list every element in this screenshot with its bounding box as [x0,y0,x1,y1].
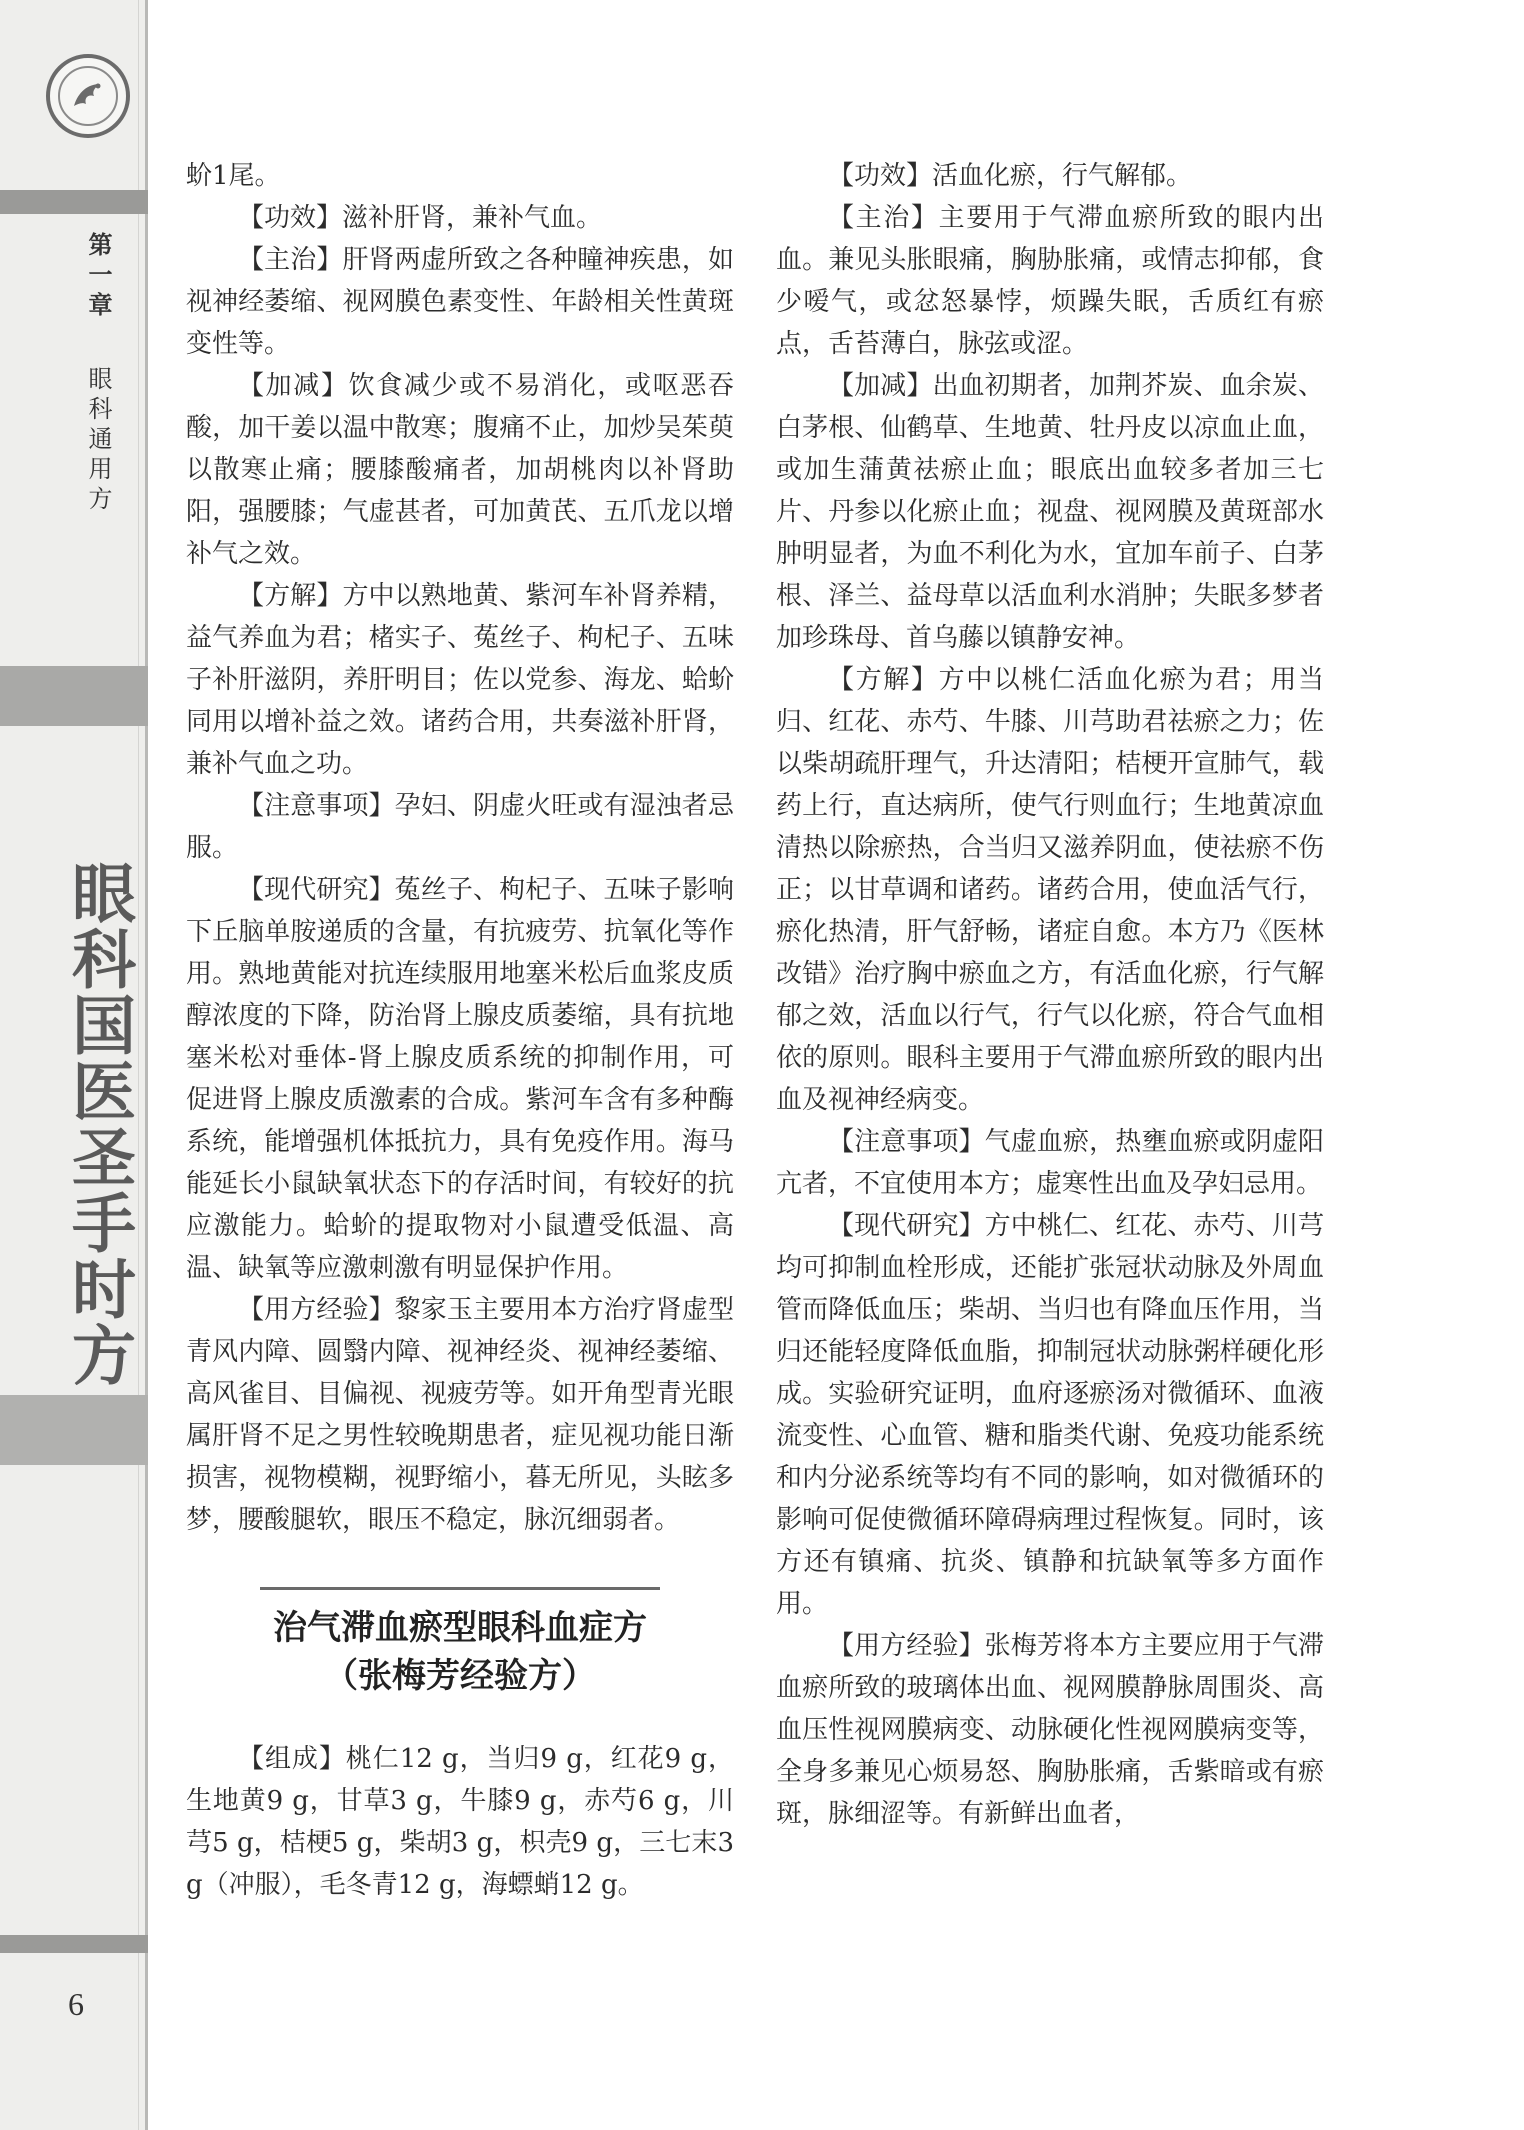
body-paragraph: 【现代研究】菟丝子、枸杞子、五味子影响下丘脑单胺递质的含量，有抗疲劳、抗氧化等作用。熟地黄能对抗连续服用地塞米松后血浆皮质醇浓度的下降，防治肾上腺皮质萎缩，具有抗地塞米松对垂体-肾上腺皮质系统的抑制作用，可促进肾上腺皮质激素的合成。紫河车含有多种酶系统，能增强机体抵抗力，具有免疫作用。海马能延长小鼠缺氧状态下的存活时间，有较好的抗应激能力。蛤蚧的提取物对小鼠遭受低温、高温、缺氧等应激刺激有明显保护作用。 [186,875,734,1283]
sidebar-rule [138,0,139,2130]
sidebar-band-bottom [0,1935,148,1953]
chapter-heading [76,232,116,516]
body-paragraph: 【用方经验】张梅芳将本方主要应用于气滞血瘀所致的玻璃体出血、视网膜静脉周围炎、高血压性视网膜病变、动脉硬化性视网膜病变等，全身多兼见心烦易怒、胸胁胀痛，舌紫暗或有瘀斑，脉细涩等。有新鲜出血者， [776,1631,1324,1829]
heading-rule [260,1587,660,1590]
section-label: 眼科通用方 [84,366,112,517]
body-paragraph: 【功效】滋补肝肾，兼补气血。 [238,203,603,233]
sidebar-band-lower [0,1395,148,1465]
right-text-column [776,155,1324,1835]
chapter-sidebar [0,0,148,2130]
body-paragraph: 【主治】肝肾两虚所致之各种瞳神疾患，如视神经萎缩、视网膜色素变性、年龄相关性黄斑变性等。 [186,245,734,359]
formula-source: （张梅芳经验方） [324,1656,596,1696]
body-paragraph: 【注意事项】孕妇、阴虚火旺或有湿浊者忌服。 [186,791,734,863]
body-paragraph: 【现代研究】方中桃仁、红花、赤芍、川芎均可抑制血栓形成，还能扩张冠状动脉及外周血管而降低血压；柴胡、当归也有降血压作用，当归还能轻度降低血脂，抑制冠状动脉粥样硬化形成。实验研究证明，血府逐瘀汤对微循环、血液流变性、心血管、糖和脂类代谢、免疫功能系统和内分泌系统等均有不同的影响，如对微循环的影响可促使微循环障碍病理过程恢复。同时，该方还有镇痛、抗炎、镇静和抗缺氧等多方面作用。 [776,1211,1324,1619]
body-paragraph: 【用方经验】黎家玉主要用本方治疗肾虚型青风内障、圆翳内障、视神经炎、视神经萎缩、高风雀目、目偏视、视疲劳等。如开角型青光眼属肝肾不足之男性较晚期患者，症见视功能日渐损害，视物模糊，视野缩小，暮无所见，头眩多梦，腰酸腿软，眼压不稳定，脉沉细弱者。 [186,1295,734,1535]
phoenix-icon [64,72,112,120]
sidebar-band-top [0,190,148,214]
body-paragraph: 【功效】活血化瘀，行气解郁。 [828,161,1193,191]
body-paragraph: 【主治】主要用于气滞血瘀所致的眼内出血。兼见头胀眼痛，胸胁胀痛，或情志抑郁，食少嗳气，或忿怒暴悖，烦躁失眠，舌质红有瘀点，舌苔薄白，脉弦或涩。 [776,203,1324,359]
left-text-column [186,155,734,1906]
formula-title: 治气滞血瘀型眼科血症方 [273,1608,647,1648]
book-title: 眼科国医圣手时方 [61,860,136,1388]
chapter-label: 第一章 [84,232,112,322]
body-paragraph: 【加减】出血初期者，加荆芥炭、血余炭、白茅根、仙鹤草、生地黄、牡丹皮以凉血止血，或加生蒲黄祛瘀止血；眼底出血较多者加三七片、丹参以化瘀止血；视盘、视网膜及黄斑部水肿明显者，为血不利化为水，宜加车前子、白茅根、泽兰、益母草以活血利水消肿；失眠多梦者加珍珠母、首乌藤以镇静安神。 [776,371,1324,653]
body-paragraph: 【方解】方中以桃仁活血化瘀为君；用当归、红花、赤芍、牛膝、川芎助君祛瘀之力；佐以柴胡疏肝理气，升达清阳；桔梗开宣肺气，载药上行，直达病所，使气行则血行；生地黄凉血清热以除瘀热，合当归又滋养阴血，使祛瘀不伤正；以甘草调和诸药。诸药合用，使血活气行，瘀化热清，肝气舒畅，诸症自愈。本方乃《医林改错》治疗胸中瘀血之方，有活血化瘀，行气解郁之效，活血以行气，行气以化瘀，符合气血相依的原则。眼科主要用于气滞血瘀所致的眼内出血及视神经病变。 [776,665,1324,1115]
body-paragraph: 【方解】方中以熟地黄、紫河车补肾养精，益气养血为君；楮实子、菟丝子、枸杞子、五味子补肝滋阴，养肝明目；佐以党参、海龙、蛤蚧同用以增补益之效。诸药合用，共奏滋补肝肾，兼补气血之功。 [186,581,734,779]
body-paragraph: 【加减】饮食减少或不易消化，或呕恶吞酸，加干姜以温中散寒；腹痛不止，加炒吴茱萸以散寒止痛；腰膝酸痛者，加胡桃肉以补肾助阳，强腰膝；气虚甚者，可加黄芪、五爪龙以增补气之效。 [186,371,734,569]
section-heading [186,1587,734,1700]
page-number: 6 [68,1986,84,2022]
body-paragraph: 【注意事项】气虚血瘀，热壅血瘀或阴虚阳亢者，不宜使用本方；虚寒性出血及孕妇忌用。 [776,1127,1324,1199]
sidebar-band-middle [0,666,148,726]
body-paragraph: 【组成】桃仁12 g，当归9 g，红花9 g，生地黄9 g，甘草3 g，牛膝9 g，赤芍6 g，川芎5 g，桔梗5 g，柴胡3 g，枳壳9 g，三七末3 g（冲服），毛冬青12 g，海螵蛸12 g。 [186,1744,734,1900]
phoenix-emblem-icon [46,54,130,138]
body-paragraph: 蚧1尾。 [186,161,281,191]
